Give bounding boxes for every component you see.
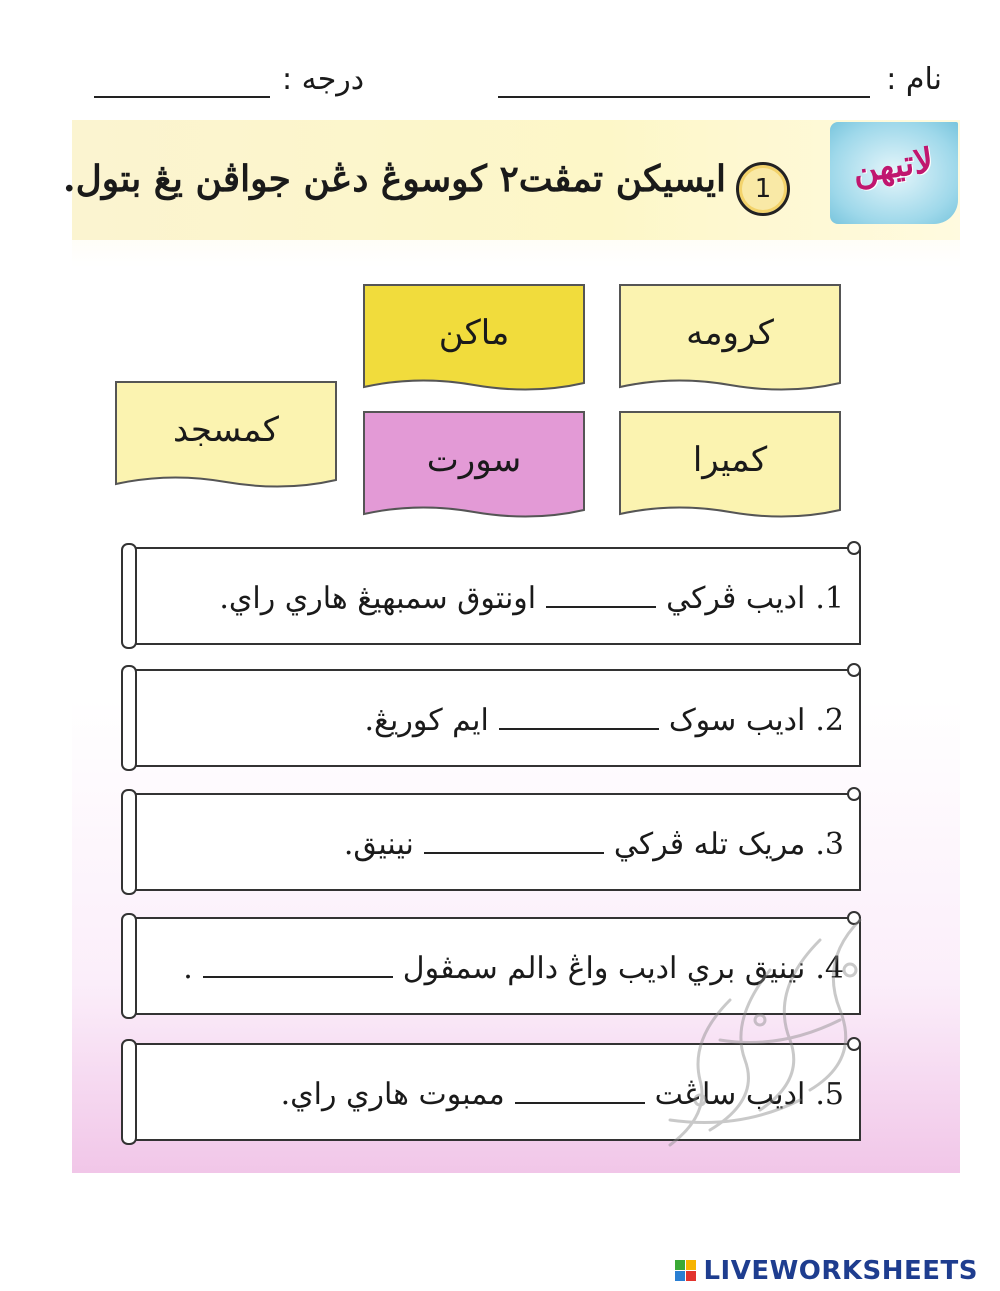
calligraphy-watermark-icon bbox=[520, 900, 880, 1160]
sentence-before: اديب سوک bbox=[668, 703, 806, 738]
sentence-after: ممبوت هاري راي. bbox=[280, 1077, 505, 1112]
word-card-label: سورت bbox=[426, 440, 522, 480]
sentence-before: اديب ساڠت bbox=[654, 1077, 806, 1112]
liveworksheets-logo-icon bbox=[675, 1260, 697, 1282]
sentence-row-2 bbox=[118, 662, 866, 772]
sentence-before: مريک تله ڤرکي bbox=[613, 827, 806, 862]
sentence-number: 5. bbox=[815, 1077, 844, 1112]
sentence-row-3 bbox=[118, 786, 866, 896]
sentence-row-1 bbox=[118, 540, 866, 650]
word-card-label: کرومه bbox=[686, 313, 774, 353]
instruction-text: ايسيکن تمڤت٢ کوسوڠ دڠن جواڤن يڠ بتول. bbox=[63, 158, 726, 200]
word-card[interactable] bbox=[114, 380, 338, 492]
name-label: نام : bbox=[886, 62, 942, 97]
word-card-label: کمسجد bbox=[173, 410, 279, 450]
sentence-after: ايم کوريڠ. bbox=[364, 703, 489, 738]
brand-name: LIVEWORKSHEETS bbox=[703, 1256, 978, 1286]
word-card-label: کميرا bbox=[692, 440, 768, 480]
answer-blank[interactable] bbox=[499, 698, 659, 730]
answer-blank[interactable] bbox=[424, 822, 604, 854]
sentence-before: اديب ڤرکي bbox=[666, 581, 806, 616]
answer-blank[interactable] bbox=[203, 946, 393, 978]
lesson-word: لاتيهن bbox=[850, 140, 936, 192]
sentence-number: 3. bbox=[815, 827, 844, 862]
sentence-after: اونتوق سمبهيڠ هاري راي. bbox=[219, 581, 537, 616]
name-field[interactable] bbox=[498, 96, 870, 98]
grade-field[interactable] bbox=[94, 96, 270, 98]
word-card[interactable] bbox=[618, 410, 842, 522]
sentence-before: نينيق بري اديب واڠ دالم سمڤول bbox=[402, 951, 806, 986]
sentence-number: 1. bbox=[815, 581, 844, 616]
answer-blank[interactable] bbox=[546, 576, 656, 608]
sentence-after: نينيق. bbox=[343, 827, 414, 862]
sentence-number: 2. bbox=[815, 703, 844, 738]
sentence-after: . bbox=[183, 951, 193, 986]
word-card[interactable] bbox=[362, 283, 586, 395]
grade-label: درجه : bbox=[282, 62, 365, 97]
word-card-label: ماکن bbox=[438, 313, 510, 353]
exercise-number: 1 bbox=[736, 162, 790, 216]
word-card[interactable] bbox=[362, 410, 586, 522]
sentence-number: 4. bbox=[815, 951, 844, 986]
brand-logo-link[interactable] bbox=[675, 1256, 978, 1286]
word-card[interactable] bbox=[618, 283, 842, 395]
